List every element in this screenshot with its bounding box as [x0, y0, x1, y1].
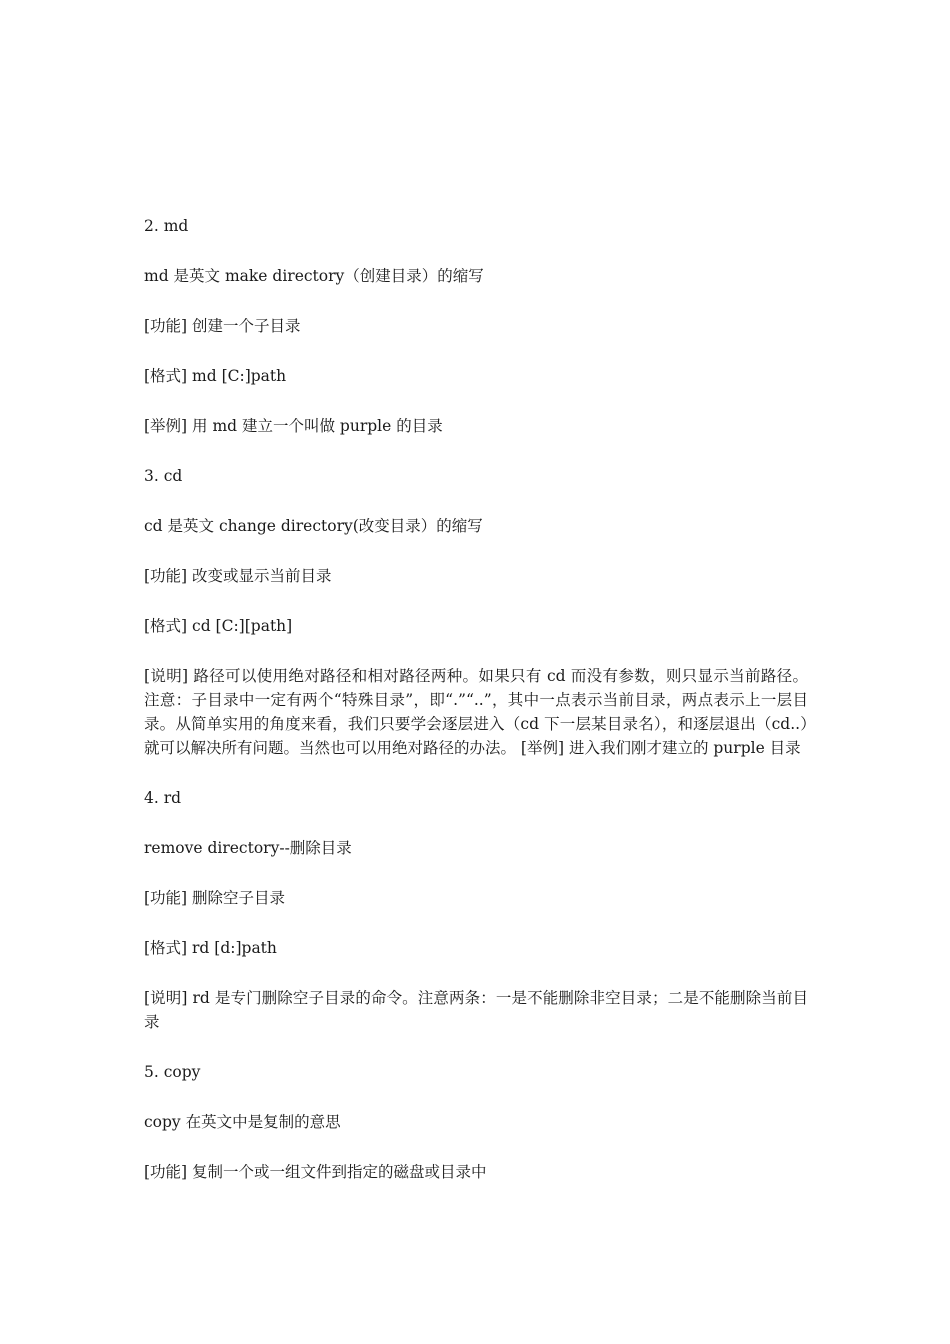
md-function: [功能] 创建一个子目录: [144, 317, 301, 335]
rd-function: [功能] 删除空子目录: [144, 889, 286, 907]
section-heading-copy: 5. copy: [144, 1063, 201, 1081]
cd-description: cd 是英文 change directory(改变目录）的缩写: [144, 517, 483, 535]
rd-description: remove directory--删除目录: [144, 839, 352, 857]
rd-format: [格式] rd [d:]path: [144, 939, 277, 957]
copy-function: [功能] 复制一个或一组文件到指定的磁盘或目录中: [144, 1163, 487, 1181]
md-description: md 是英文 make directory（创建目录）的缩写: [144, 267, 484, 285]
md-format: [格式] md [C:]path: [144, 367, 287, 385]
cd-function: [功能] 改变或显示当前目录: [144, 567, 332, 585]
section-heading-md: 2. md: [144, 217, 189, 235]
md-example: [举例] 用 md 建立一个叫做 purple 的目录: [144, 417, 443, 435]
section-heading-rd: 4. rd: [144, 789, 182, 807]
rd-explanation: [说明] rd 是专门删除空子目录的命令。注意两条：一是不能删除非空目录；二是不能删除当前目录: [144, 989, 808, 1031]
cd-format: [格式] cd [C:][path]: [144, 617, 293, 635]
copy-description: copy 在英文中是复制的意思: [144, 1113, 341, 1131]
section-heading-cd: 3. cd: [144, 467, 183, 485]
document-body: [144, 214, 808, 1210]
cd-explanation: [说明] 路径可以使用绝对路径和相对路径两种。如果只有 cd 而没有参数，则只显示当前路径。注意：子目录中一定有两个“特殊目录”，即“.”“..”，其中一点表示当前目录，两点表示上一层目录。从简单实用的角度来看，我们只要学会逐层进入（cd 下一层某目录名），和逐层退出（cd..）就可以解决所有问题。当然也可以用绝对路径的办法。 [举例] 进入我们刚才建立的 purple 目录: [144, 667, 808, 757]
